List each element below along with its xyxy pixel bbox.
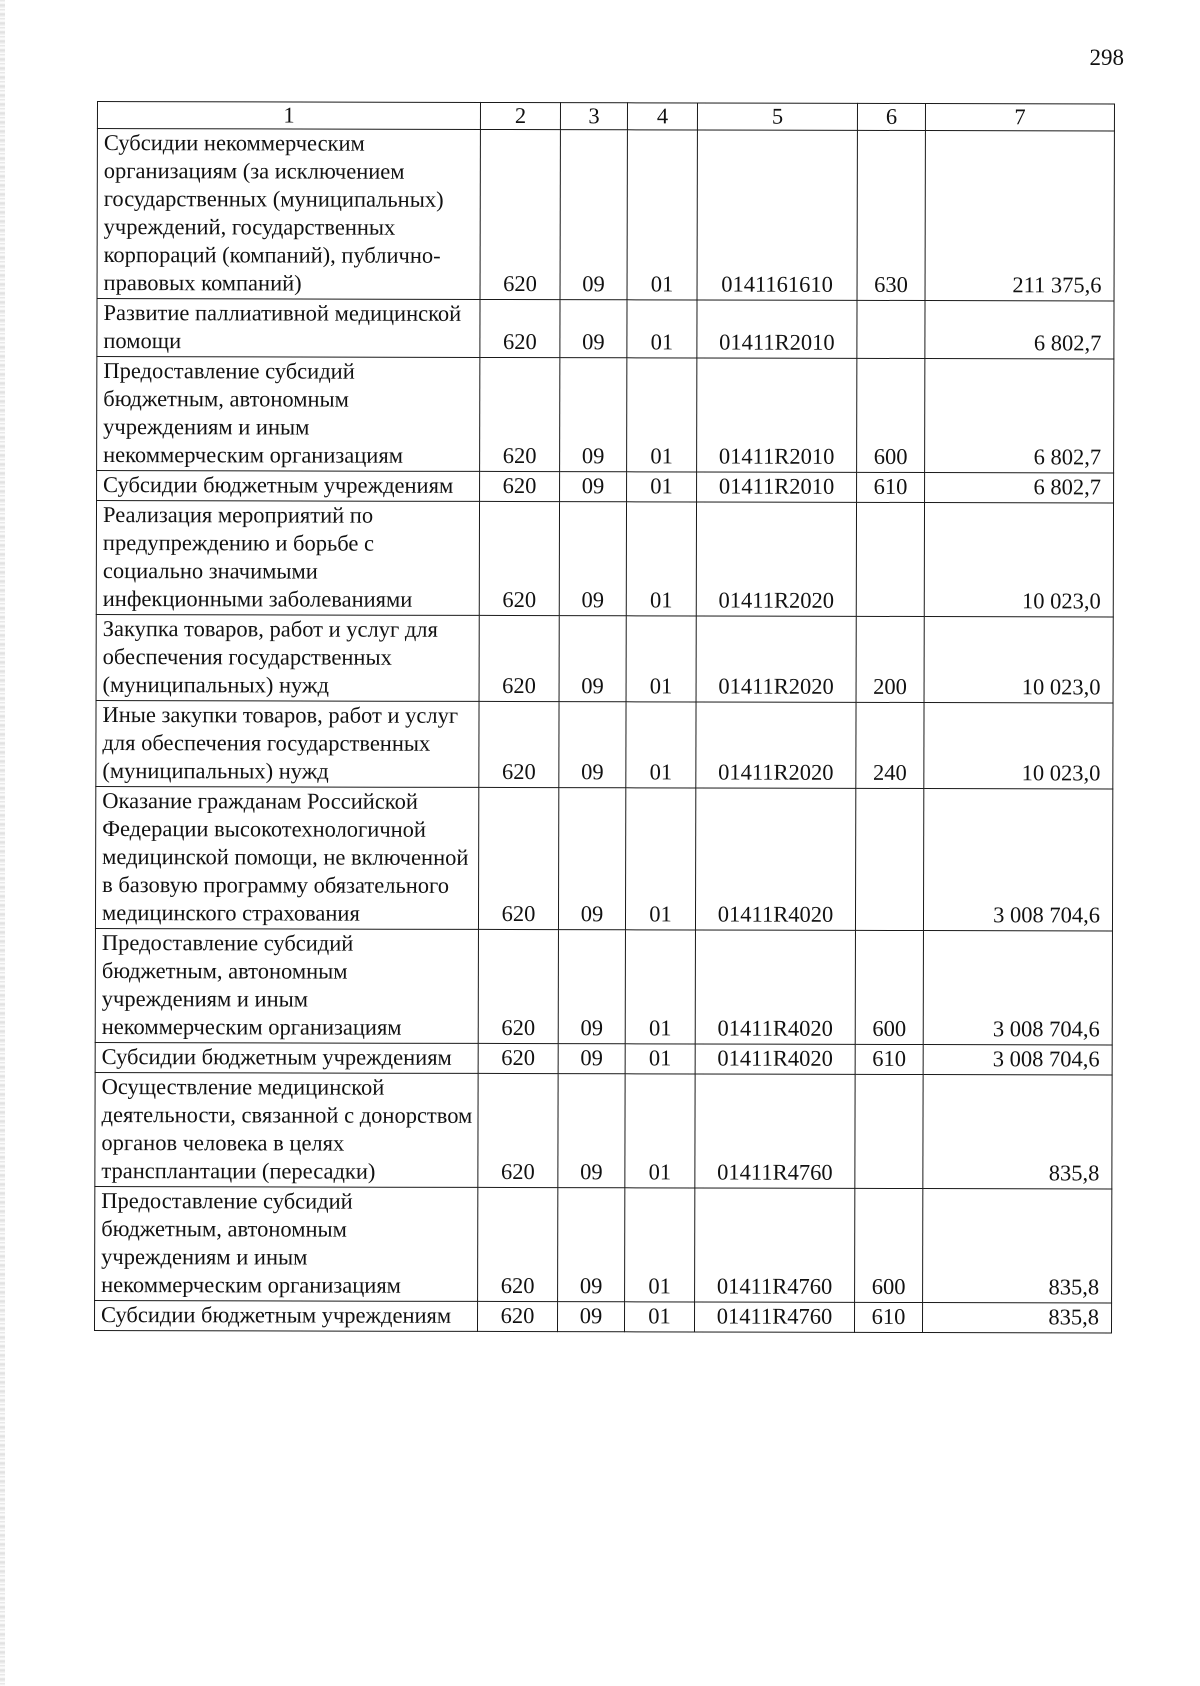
row-section-code: 09 — [559, 616, 626, 702]
row-section-code: 09 — [557, 1302, 624, 1332]
row-section-code: 09 — [558, 1188, 625, 1302]
row-ministry-code: 620 — [480, 357, 560, 471]
row-section-code: 09 — [558, 788, 625, 930]
row-expense-type: 600 — [855, 930, 923, 1044]
row-subsection-code: 01 — [625, 788, 695, 930]
row-amount: 835,8 — [923, 1075, 1112, 1189]
table-row — [96, 700, 1113, 788]
row-section-code: 09 — [558, 1044, 625, 1074]
row-target-article: 01411R4020 — [695, 1044, 855, 1074]
row-target-article: 01411R2010 — [697, 358, 857, 472]
row-section-code: 09 — [560, 300, 627, 358]
row-amount: 10 023,0 — [924, 617, 1113, 703]
row-amount: 6 802,7 — [925, 473, 1114, 503]
row-subsection-code: 01 — [627, 358, 697, 472]
table-row — [96, 501, 1113, 617]
row-subsection-code: 01 — [626, 502, 696, 616]
row-section-code: 09 — [560, 358, 627, 472]
row-target-article: 01411R4760 — [695, 1188, 855, 1302]
table-row — [97, 299, 1114, 359]
header-col-4: 4 — [627, 103, 697, 130]
row-target-article: 0141161610 — [697, 130, 857, 300]
scan-edge-artifact — [0, 0, 5, 1686]
row-name: Развитие паллиативной медицинской помощи — [97, 299, 480, 358]
row-expense-type — [857, 300, 925, 358]
table-row — [95, 786, 1112, 930]
row-ministry-code: 620 — [479, 501, 559, 615]
table-row — [95, 1072, 1112, 1188]
row-subsection-code: 01 — [626, 616, 696, 702]
header-col-1: 1 — [97, 102, 480, 130]
row-expense-type: 600 — [857, 358, 925, 472]
row-expense-type: 600 — [855, 1188, 923, 1302]
row-expense-type — [856, 502, 924, 616]
row-subsection-code: 01 — [625, 1044, 695, 1074]
row-amount: 211 375,6 — [925, 131, 1114, 301]
header-row — [97, 102, 1114, 131]
row-target-article: 01411R4760 — [694, 1302, 854, 1332]
row-name: Предоставление субсидий бюджетным, автономным учреждениям и иным некоммерческим организациям — [95, 928, 478, 1043]
row-name: Предоставление субсидий бюджетным, автономным учреждениям и иным некоммерческим организациям — [95, 1186, 478, 1301]
row-amount: 835,8 — [922, 1303, 1111, 1333]
row-ministry-code: 620 — [480, 129, 560, 299]
row-target-article: 01411R2010 — [697, 300, 857, 358]
row-amount: 835,8 — [923, 1189, 1112, 1303]
row-amount: 6 802,7 — [925, 359, 1114, 473]
row-name: Субсидии некоммерческим организациям (за исключением государственных (муниципальных) учреждений, государственных корпораций (компаний), публично-правовых компаний) — [97, 129, 480, 300]
row-expense-type — [855, 788, 923, 930]
row-ministry-code: 620 — [478, 1043, 558, 1073]
table-row — [95, 928, 1112, 1044]
table-row — [97, 471, 1114, 503]
row-name: Оказание гражданам Российской Федерации высокотехнологичной медицинской помощи, не включенной в базовую программу обязательного медицинского страхования — [95, 786, 478, 929]
row-expense-type — [855, 1074, 923, 1188]
header-col-5: 5 — [697, 103, 857, 130]
row-expense-type: 200 — [856, 616, 924, 702]
row-target-article: 01411R2020 — [696, 502, 856, 616]
row-subsection-code: 01 — [626, 702, 696, 788]
row-ministry-code: 620 — [478, 1073, 558, 1187]
row-section-code: 09 — [559, 502, 626, 616]
row-expense-type: 610 — [857, 472, 925, 502]
row-target-article: 01411R4020 — [695, 930, 855, 1044]
row-expense-type: 610 — [854, 1302, 922, 1332]
row-amount: 10 023,0 — [924, 503, 1113, 617]
row-subsection-code: 01 — [627, 130, 697, 300]
table-row — [97, 357, 1114, 473]
row-name: Реализация мероприятий по предупреждению и борьбе с социально значимыми инфекционными заболеваниями — [96, 501, 479, 616]
row-ministry-code: 620 — [480, 471, 560, 501]
table-row — [94, 1300, 1111, 1332]
row-name: Субсидии бюджетным учреждениям — [95, 1042, 478, 1073]
row-expense-type: 610 — [855, 1044, 923, 1074]
row-name: Осуществление медицинской деятельности, связанной с донорством органов человека в целях трансплантации (пересадки) — [95, 1072, 478, 1187]
table-row — [97, 129, 1114, 301]
row-target-article: 01411R2020 — [696, 616, 856, 702]
budget-table — [94, 101, 1115, 1333]
header-col-2: 2 — [480, 102, 560, 129]
row-subsection-code: 01 — [625, 1188, 695, 1302]
row-section-code: 09 — [559, 702, 626, 788]
row-name: Закупка товаров, работ и услуг для обеспечения государственных (муниципальных) нужд — [96, 614, 479, 701]
row-ministry-code: 620 — [479, 615, 559, 701]
header-col-7: 7 — [925, 104, 1114, 131]
row-amount: 10 023,0 — [924, 703, 1113, 789]
table-row — [95, 1186, 1112, 1302]
row-amount: 3 008 704,6 — [923, 789, 1112, 931]
row-section-code: 09 — [560, 472, 627, 502]
row-section-code: 09 — [560, 130, 627, 300]
row-expense-type: 240 — [856, 702, 924, 788]
row-target-article: 01411R4760 — [695, 1074, 855, 1188]
page-number: 298 — [1089, 45, 1124, 70]
row-expense-type: 630 — [857, 130, 925, 300]
row-subsection-code: 01 — [624, 1302, 694, 1332]
row-subsection-code: 01 — [627, 472, 697, 502]
row-name: Субсидии бюджетным учреждениям — [97, 471, 480, 502]
row-target-article: 01411R2020 — [696, 702, 856, 788]
row-amount: 3 008 704,6 — [923, 1045, 1112, 1075]
row-ministry-code: 620 — [477, 1301, 557, 1331]
row-name: Субсидии бюджетным учреждениям — [94, 1300, 477, 1331]
row-section-code: 09 — [558, 1074, 625, 1188]
header-col-6: 6 — [857, 103, 925, 130]
row-subsection-code: 01 — [625, 1074, 695, 1188]
row-subsection-code: 01 — [625, 930, 695, 1044]
header-col-3: 3 — [560, 103, 627, 130]
row-name: Иные закупки товаров, работ и услуг для обеспечения государственных (муниципальных) нужд — [96, 700, 479, 787]
row-target-article: 01411R2010 — [697, 472, 857, 502]
row-target-article: 01411R4020 — [695, 788, 855, 930]
table-row — [96, 614, 1113, 702]
row-ministry-code: 620 — [480, 299, 560, 357]
row-ministry-code: 620 — [478, 929, 558, 1043]
row-ministry-code: 620 — [478, 787, 558, 929]
row-amount: 6 802,7 — [925, 301, 1114, 359]
row-subsection-code: 01 — [627, 300, 697, 358]
row-ministry-code: 620 — [478, 1187, 558, 1301]
row-section-code: 09 — [558, 930, 625, 1044]
row-ministry-code: 620 — [479, 701, 559, 787]
row-amount: 3 008 704,6 — [923, 931, 1112, 1045]
row-name: Предоставление субсидий бюджетным, автономным учреждениям и иным некоммерческим организациям — [97, 357, 480, 472]
table-row — [95, 1042, 1112, 1074]
